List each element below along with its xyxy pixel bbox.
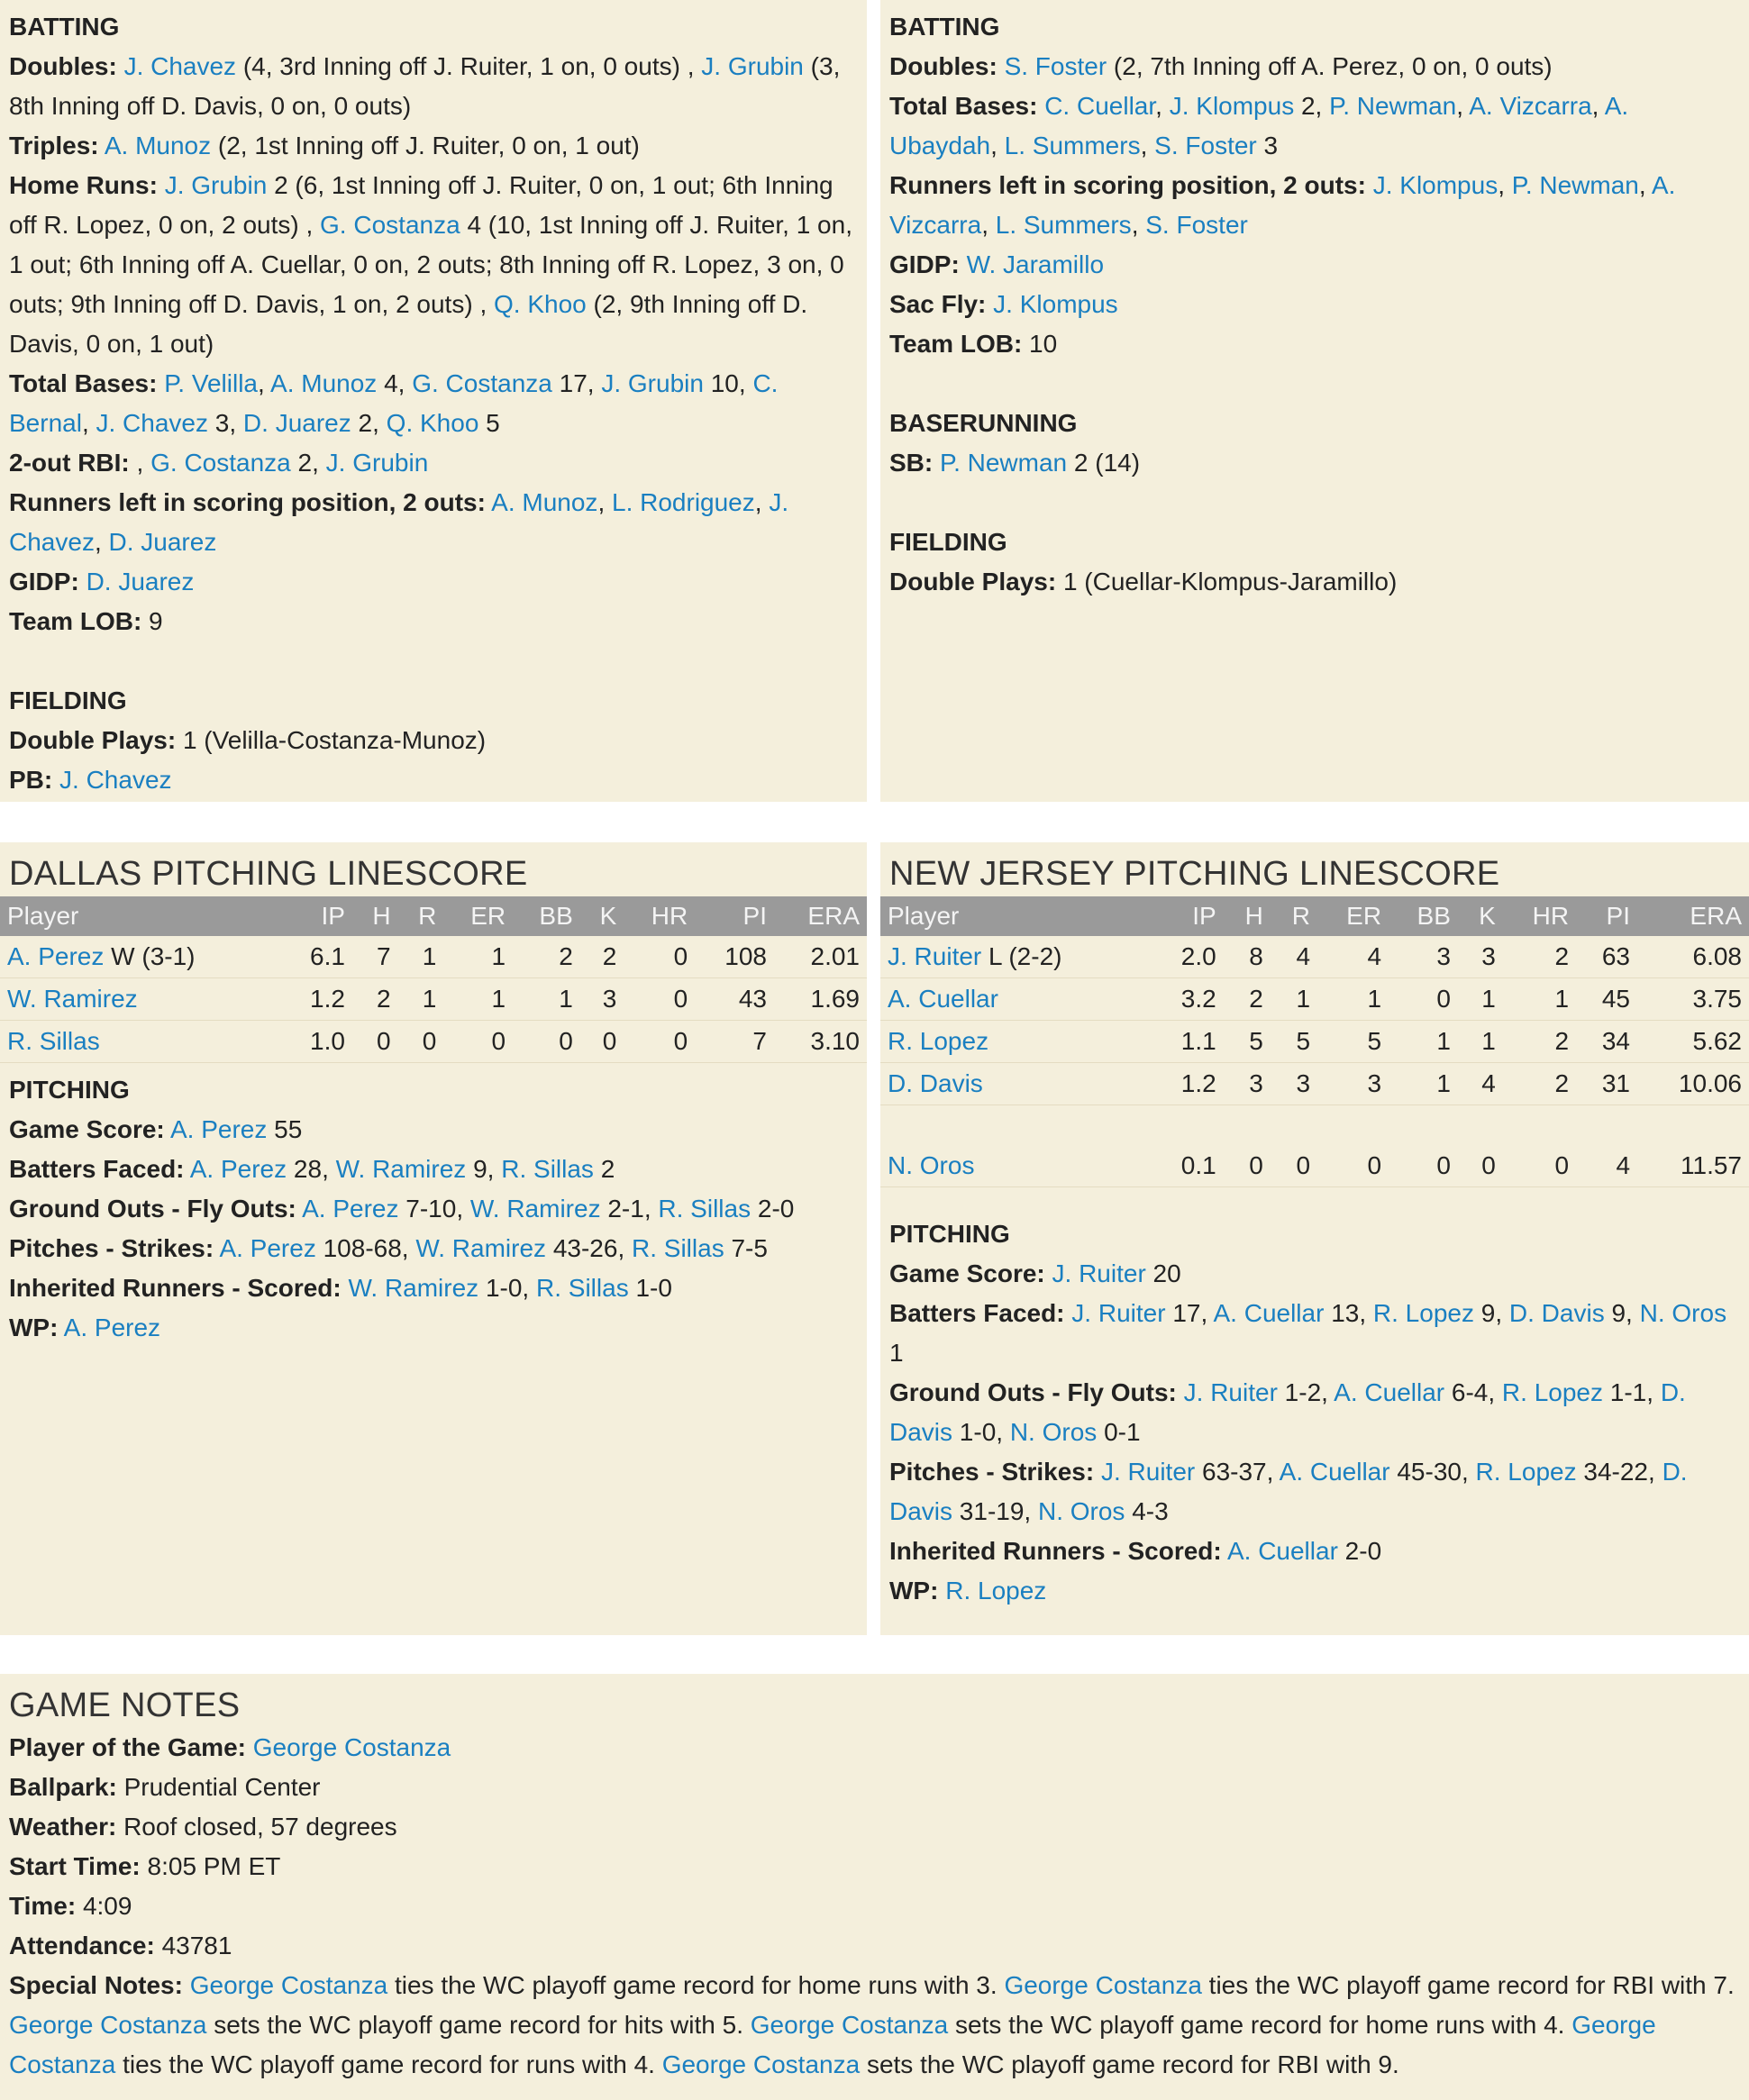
total-bases-line: Total Bases: C. Cuellar, J. Klompus 2, P. Newman, A. Vizcarra, A. Ubaydah, L. Summers, S. Foster 3 [889,92,1629,159]
player-link[interactable]: J. Chavez [96,409,208,437]
total-bases-line: Total Bases: P. Velilla, A. Munoz 4, G. Costanza 17, J. Grubin 10, C. Bernal, J. Chavez 3, D. Juarez 2, Q. Khoo 5 [9,369,779,437]
player-link[interactable]: R. Sillas [7,1027,100,1055]
pitches-strikes-line: Pitches - Strikes: A. Perez 108-68, W. Ramirez 43-26, R. Sillas 7-5 [9,1234,768,1262]
ballpark-line: Ballpark: Prudential Center [9,1773,321,1801]
table-row: J. Ruiter L (2-2) 2.0 8 4 4 3 3 2 63 6.08 [880,936,1749,978]
home-runs-line: Home Runs: J. Grubin 2 (6, 1st Inning off J. Ruiter, 0 on, 1 out; 6th Inning off R. Lopez, 0 on, 2 outs) , G. Costanza 4 (10, 1st Inning off J. Ruiter, 1 on, 1 out; 6th Inning off A. Cuellar, 0 on, 2 outs; 8th Inning off R. Lopez, 3 on, 0 outs; 9th Inning off D. Davis, 1 on, 2 outs) , Q. Khoo (2, 9th Inning off D. Davis, 0 on, 1 out) [9,171,852,358]
dallas-batting-panel [0,0,867,802]
player-link[interactable]: R. Sillas [658,1195,752,1223]
player-link[interactable]: Q. Khoo [494,290,587,318]
player-link[interactable]: G. Costanza [320,211,460,239]
col-header: HR [1503,896,1576,936]
player-link[interactable]: R. Sillas [501,1155,594,1183]
player-link[interactable]: A. Perez [302,1195,399,1223]
player-link[interactable]: R. Sillas [536,1274,629,1302]
col-header: Player [880,896,1152,936]
table-row: W. Ramirez 1.2 2 1 1 1 3 0 43 1.69 [0,978,867,1021]
pitches-strikes-line: Pitches - Strikes: J. Ruiter 63-37, A. Cuellar 45-30, R. Lopez 34-22, D. Davis 31-19, N. Oros 4-3 [889,1458,1688,1525]
player-link[interactable]: A. Cuellar [1334,1378,1445,1406]
table-row: A. Cuellar 3.2 2 1 1 0 1 1 45 3.75 [880,978,1749,1021]
player-link[interactable]: W. Ramirez [469,1195,601,1223]
doubles-line: Doubles: S. Foster (2, 7th Inning off A. Perez, 0 on, 0 outs) [889,52,1553,80]
player-link[interactable]: P. Velilla [164,369,258,397]
wp-line: WP: R. Lopez [889,1577,1047,1605]
risp-line: Runners left in scoring position, 2 outs: A. Munoz, L. Rodriguez, J. Chavez, D. Juarez [9,488,789,556]
batters-faced-line: Batters Faced: J. Ruiter 17, A. Cuellar 13, R. Lopez 9, D. Davis 9, N. Oros 1 [889,1299,1727,1367]
player-link[interactable]: D. Juarez [86,568,195,595]
table-row: D. Davis 1.2 3 3 3 1 4 2 31 10.06 [880,1063,1749,1105]
fielding-heading: FIELDING [9,686,127,714]
player-link[interactable]: P. Newman [1329,92,1457,120]
doubles-line: Doubles: J. Chavez (4, 3rd Inning off J. Ruiter, 1 on, 0 outs) , J. Grubin (3, 8th Inning off D. Davis, 0 on, 0 outs) [9,52,841,120]
fielding-heading: FIELDING [889,528,1007,556]
col-header: R [398,896,444,936]
player-link[interactable]: P. Newman [940,449,1068,477]
player-link[interactable]: A. Perez [7,942,105,970]
player-link[interactable]: George Costanza [9,2011,1656,2078]
game-notes-title: GAME NOTES [9,1686,241,1724]
player-link[interactable]: J. Grubin [701,52,804,80]
batters-faced-line: Batters Faced: A. Perez 28, W. Ramirez 9, R. Sillas 2 [9,1155,615,1183]
player-link[interactable]: A. Vizcarra [1469,92,1592,120]
col-header: ER [443,896,513,936]
player-link[interactable]: R. Lopez [1501,1378,1603,1406]
player-link[interactable]: G. Costanza [150,449,291,477]
col-header: H [1224,896,1271,936]
go-fo-line: Ground Outs - Fly Outs: A. Perez 7-10, W. Ramirez 2-1, R. Sillas 2-0 [9,1195,795,1223]
col-header: IP [283,896,352,936]
player-link[interactable]: A. Perez [169,1115,268,1143]
player-link[interactable]: C. Bernal [9,369,779,437]
player-link[interactable]: George Costanza [750,2011,949,2039]
player-link[interactable]: A. Cuellar [1226,1537,1338,1565]
team-lob-line: Team LOB: 9 [9,607,163,635]
player-link[interactable]: A. Ubaydah [889,92,1629,159]
player-link[interactable]: J. Ruiter [1183,1378,1278,1406]
player-link[interactable]: Q. Khoo [386,409,479,437]
two-out-rbi-line: 2-out RBI: , G. Costanza 2, J. Grubin [9,449,429,477]
player-link[interactable]: A. Munoz [270,369,378,397]
inherited-runners-line: Inherited Runners - Scored: A. Cuellar 2-0 [889,1537,1382,1565]
player-link[interactable]: A. Cuellar [1279,1458,1390,1486]
game-score-line: Game Score: A. Perez 55 [9,1115,303,1143]
game-notes-panel [0,1674,1749,2100]
player-link[interactable]: S. Foster [1154,132,1257,159]
table-row: A. Perez W (3-1) 6.1 7 1 1 2 2 0 108 2.01 [0,936,867,978]
attendance-line: Attendance: 43781 [9,1932,232,1959]
player-link[interactable]: L. Summers [995,211,1132,239]
col-header: H [352,896,398,936]
player-link[interactable]: J. Chavez [59,766,172,794]
player-link[interactable]: A. Perez [189,1155,287,1183]
player-link[interactable]: A. Munoz [491,488,598,516]
col-header: IP [1152,896,1224,936]
player-link[interactable]: R. Lopez [1475,1458,1577,1486]
player-link[interactable]: R. Sillas [632,1234,724,1262]
player-link[interactable]: J. Grubin [325,449,429,477]
player-link[interactable]: J. Grubin [601,369,704,397]
team-lob-line: Team LOB: 10 [889,330,1058,358]
nj-batting-panel [880,0,1749,802]
player-link[interactable]: N. Oros [1009,1418,1098,1446]
player-link[interactable]: G. Costanza [412,369,552,397]
batting-heading: BATTING [889,13,1000,41]
player-link[interactable]: L. Rodriguez [612,488,755,516]
player-link[interactable]: W. Ramirez [335,1155,467,1183]
col-header: K [1458,896,1503,936]
player-link[interactable]: D. Juarez [242,409,351,437]
col-header: Player [0,896,283,936]
player-link[interactable]: W. Ramirez [7,985,138,1013]
special-notes-line: Special Notes: George Costanza ties the WC playoff game record for home runs with 3. George Costanza ties the WC playoff game record for RBI with 7. George Costanza sets the WC playoff game record for hits with 5. George Costanza sets the WC playoff game record for home runs with 4. George Costanza ties the WC playoff game record for runs with 4. George Costanza sets the WC playoff game record for RBI with 9. [9,1971,1735,2078]
col-header: R [1271,896,1317,936]
col-header: BB [513,896,580,936]
time-line: Time: 4:09 [9,1892,132,1920]
pitching-heading: PITCHING [9,1076,130,1104]
pb-line: PB: J. Chavez [9,766,172,794]
dallas-pitching-table [0,896,867,1063]
player-link[interactable]: George Costanza [189,1971,388,1999]
dallas-pitching-title: DALLAS PITCHING LINESCORE [9,855,528,893]
player-link[interactable]: P. Newman [1511,171,1639,199]
player-link[interactable]: N. Oros [888,1151,975,1179]
col-header: BB [1389,896,1458,936]
table-row: R. Lopez 1.1 5 5 5 1 1 2 34 5.62 [880,1021,1749,1063]
player-link[interactable]: D. Davis [888,1069,983,1097]
player-link[interactable]: D. Davis [889,1378,1686,1446]
player-link[interactable]: J. Klompus [993,290,1118,318]
player-link[interactable]: D. Davis [1508,1299,1605,1327]
player-link[interactable]: J. Klompus [1169,92,1295,120]
risp-line: Runners left in scoring position, 2 outs: J. Klompus, P. Newman, A. Vizcarra, L. Summers, S. Foster [889,171,1676,239]
start-time-line: Start Time: 8:05 PM ET [9,1852,281,1880]
player-link[interactable]: R. Lopez [1372,1299,1474,1327]
go-fo-line: Ground Outs - Fly Outs: J. Ruiter 1-2, A. Cuellar 6-4, R. Lopez 1-1, D. Davis 1-0, N. Oros 0-1 [889,1378,1686,1446]
player-link[interactable]: W. Ramirez [348,1274,479,1302]
col-header: K [580,896,624,936]
player-link[interactable]: J. Ruiter [1100,1458,1196,1486]
col-header: HR [624,896,695,936]
player-link[interactable]: A. Vizcarra [889,171,1676,239]
game-score-line: Game Score: J. Ruiter 20 [889,1259,1181,1287]
player-link[interactable]: A. Cuellar [888,985,998,1013]
player-link[interactable]: George Costanza [9,2011,207,2039]
player-link[interactable]: J. Klompus [1372,171,1498,199]
player-link[interactable]: George Costanza [661,2050,861,2078]
player-link[interactable]: L. Summers [1004,132,1141,159]
player-link[interactable]: W. Jaramillo [966,250,1105,278]
player-of-game-line: Player of the Game: George Costanza [9,1733,451,1761]
batting-heading: BATTING [9,13,120,41]
nj-pitching-panel [880,842,1749,1635]
dallas-pitching-panel [0,842,867,1635]
player-link[interactable]: J. Chavez [123,52,237,80]
player-link[interactable]: S. Foster [1145,211,1248,239]
player-link[interactable]: R. Lopez [888,1027,989,1055]
player-link[interactable]: J. Chavez [9,488,789,556]
pitching-heading: PITCHING [889,1220,1010,1248]
player-link[interactable]: A. Cuellar [1213,1299,1325,1327]
col-header: PI [695,896,774,936]
player-link[interactable]: N. Oros [1037,1497,1125,1525]
player-link[interactable]: W. Ramirez [415,1234,547,1262]
col-header: ERA [774,896,867,936]
weather-line: Weather: Roof closed, 57 degrees [9,1813,397,1841]
col-header: ERA [1637,896,1749,936]
double-plays-line: Double Plays: 1 (Cuellar-Klompus-Jaramillo) [889,568,1398,595]
player-link[interactable]: N. Oros [1639,1299,1727,1327]
triples-line: Triples: A. Munoz (2, 1st Inning off J. Ruiter, 0 on, 1 out) [9,132,640,159]
inherited-runners-line: Inherited Runners - Scored: W. Ramirez 1-0, R. Sillas 1-0 [9,1274,672,1302]
baserunning-heading: BASERUNNING [889,409,1078,437]
player-link[interactable]: D. Davis [889,1458,1688,1525]
col-header: ER [1317,896,1389,936]
player-link[interactable]: D. Juarez [108,528,217,556]
sb-line: SB: P. Newman 2 (14) [889,449,1141,477]
gidp-line: GIDP: D. Juarez [9,568,195,595]
player-link[interactable]: A. Munoz [104,132,212,159]
player-link[interactable]: A. Perez [219,1234,316,1262]
player-link[interactable]: J. Ruiter [1071,1299,1166,1327]
player-link[interactable]: J. Ruiter [1052,1259,1146,1287]
table-row: R. Sillas 1.0 0 0 0 0 0 0 7 3.10 [0,1021,867,1063]
player-link[interactable]: S. Foster [1004,52,1107,80]
double-plays-line: Double Plays: 1 (Velilla-Costanza-Munoz) [9,726,487,754]
player-link[interactable]: George Costanza [252,1733,451,1761]
player-link[interactable]: J. Grubin [164,171,268,199]
player-link[interactable]: C. Cuellar [1044,92,1156,120]
gidp-line: GIDP: W. Jaramillo [889,250,1105,278]
player-link[interactable]: George Costanza [1004,1971,1202,1999]
nj-pitching-title: NEW JERSEY PITCHING LINESCORE [889,855,1500,893]
wp-line: WP: A. Perez [9,1314,161,1341]
player-link[interactable]: R. Lopez [945,1577,1047,1605]
col-header: PI [1576,896,1637,936]
sac-fly-line: Sac Fly: J. Klompus [889,290,1118,318]
table-row: N. Oros 0.1 0 0 0 0 0 0 4 11.57 [880,1145,1749,1187]
player-link[interactable]: A. Perez [63,1314,161,1341]
nj-pitching-table [880,896,1749,1187]
player-link[interactable]: J. Ruiter [888,942,982,970]
